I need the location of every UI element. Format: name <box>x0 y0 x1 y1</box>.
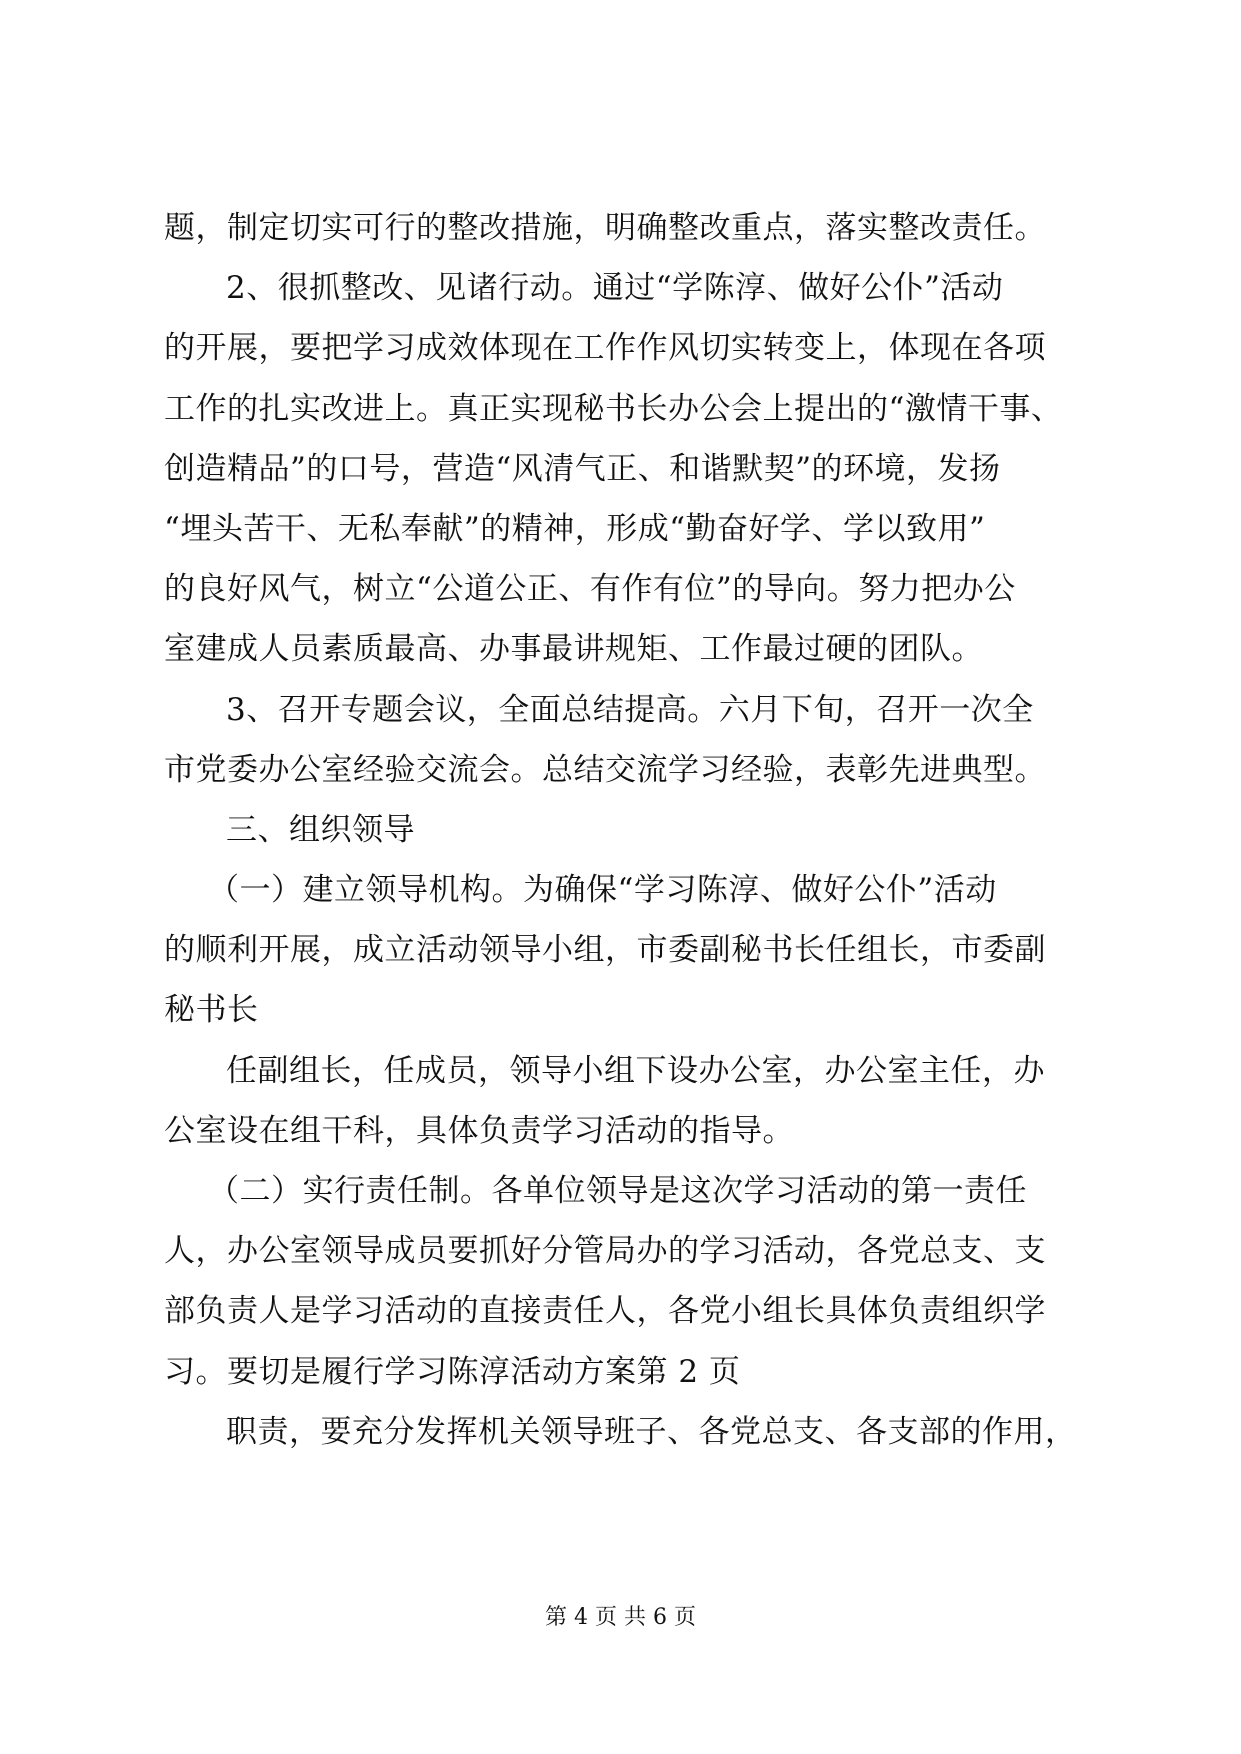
document-body <box>164 198 1084 1462</box>
text-line: 秘书长 <box>164 992 259 1029</box>
text-line: （二）实行责任制。各单位领导是这次学习活动的第一责任 <box>208 1173 1027 1209</box>
text-line: 工作的扎实改进上。真正实现秘书长办公会上提出的“激情干事、 <box>164 390 1063 427</box>
section-heading: 三、组织领导 <box>226 811 415 848</box>
text-line: 2、很抓整改、见诸行动。通过“学陈淳、做好公仆”活动 <box>226 270 1004 307</box>
page-number-footer: 第 4 页 共 6 页 <box>545 1605 696 1630</box>
text-line: 的顺利开展，成立活动领导小组，市委副秘书长任组长，市委副 <box>164 932 1046 969</box>
text-line: 市党委办公室经验交流会。总结交流学习经验，表彰先进典型。 <box>164 751 1046 788</box>
text-line: 3、召开专题会议，全面总结提高。六月下旬，召开一次全 <box>226 691 1034 728</box>
text-line: 职责，要充分发挥机关领导班子、各党总支、各支部的作用， <box>226 1413 1077 1450</box>
text-line: 室建成人员素质最高、办事最讲规矩、工作最过硬的团队。 <box>164 631 983 668</box>
text-line: 部负责人是学习活动的直接责任人，各党小组长具体负责组织学 <box>164 1293 1046 1330</box>
text-line: 公室设在组干科，具体负责学习活动的指导。 <box>164 1112 794 1149</box>
text-line: 任副组长，任成员，领导小组下设办公室，办公室主任，办 <box>226 1052 1045 1089</box>
text-line: “埋头苦干、无私奉献”的精神，形成“勤奋好学、学以致用” <box>164 510 986 547</box>
text-line: （一）建立领导机构。为确保“学习陈淳、做好公仆”活动 <box>208 872 997 909</box>
text-line: 创造精品”的口号，营造“风清气正、和谐默契”的环境，发扬 <box>164 450 1001 487</box>
text-line: 题，制定切实可行的整改措施，明确整改重点，落实整改责任。 <box>164 210 1046 246</box>
text-line: 人，办公室领导成员要抓好分管局办的学习活动，各党总支、支 <box>164 1233 1046 1270</box>
text-line: 的开展，要把学习成效体现在工作作风切实转变上，体现在各项 <box>164 330 1046 367</box>
text-line: 的良好风气，树立“公道公正、有作有位”的导向。努力把办公 <box>164 571 1016 608</box>
text-line: 习。要切是履行学习陈淳活动方案第 2 页 <box>164 1353 741 1390</box>
